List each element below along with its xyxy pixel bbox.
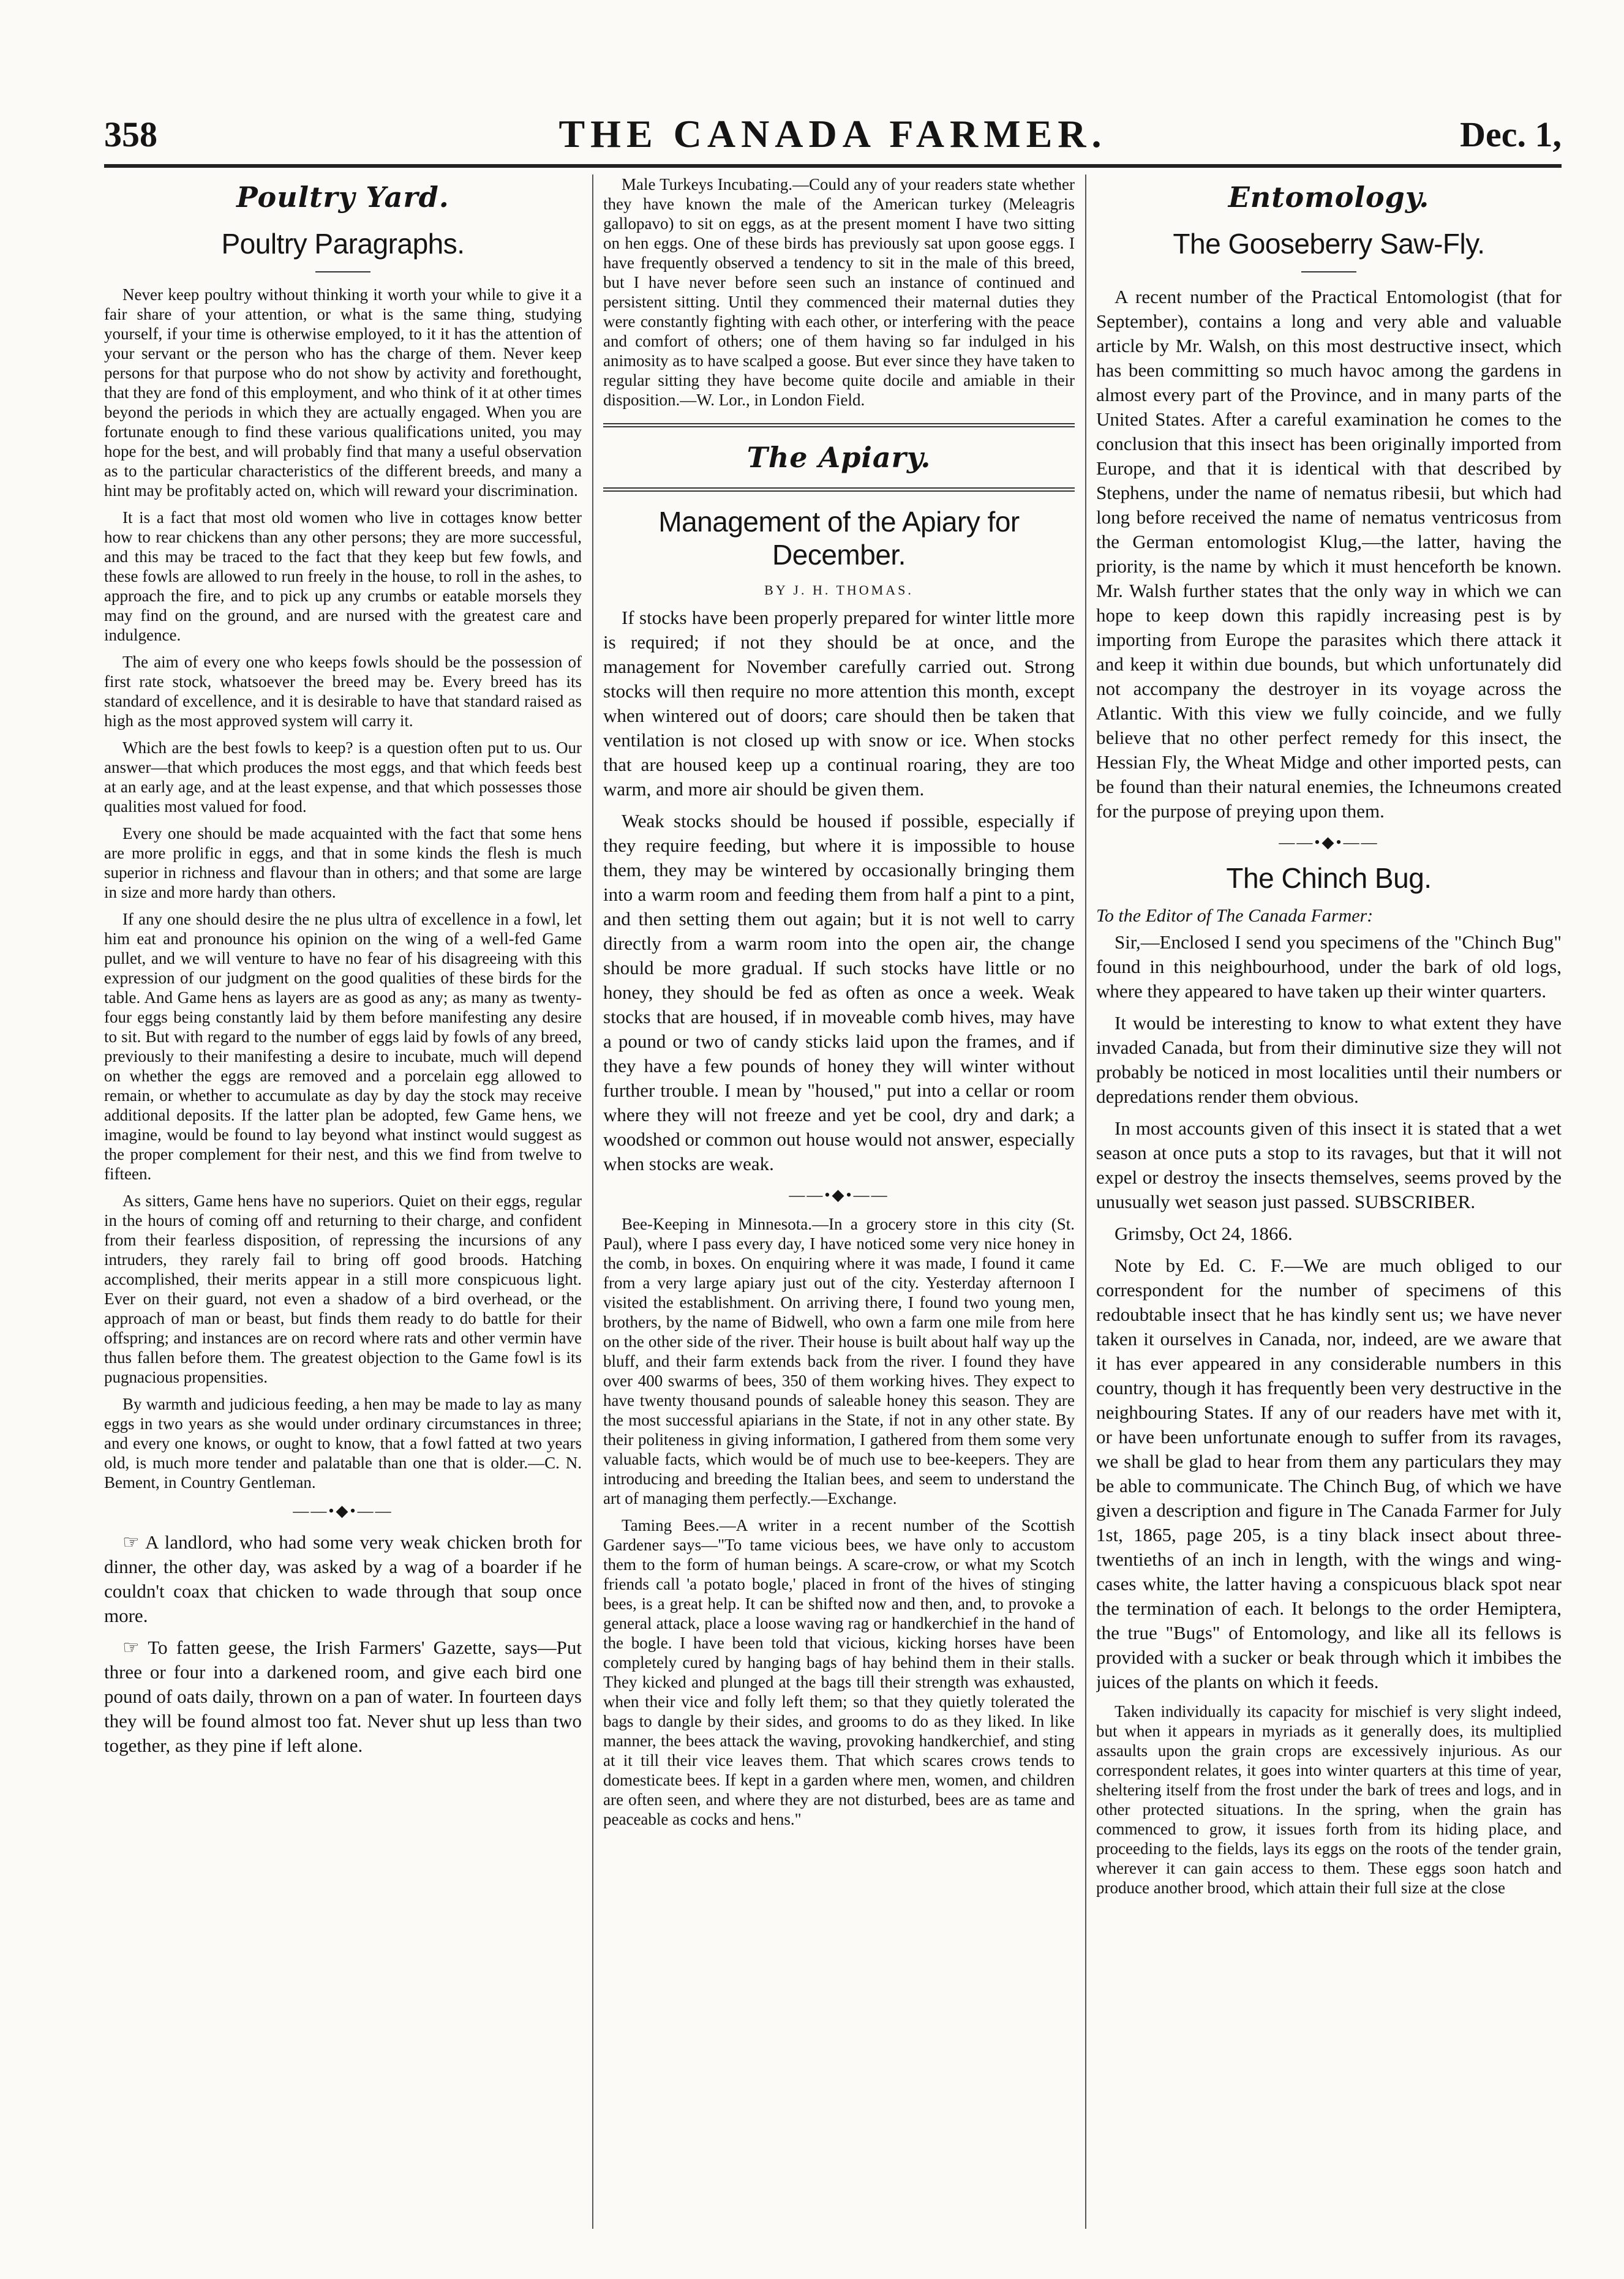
masthead bbox=[104, 109, 1562, 164]
ornament-divider: ——•◆•—— bbox=[293, 1502, 393, 1520]
paragraph: ☞ A landlord, who had some very weak chicken broth for dinner, the other day, was asked by a wag of a boarder if he couldn't coax that chicken to wade through that soup once more. bbox=[104, 1531, 582, 1626]
paragraph: A recent number of the Practical Entomologist (that for September), contains a long and very able and valuable article by Mr. Walsh, on this most destructive insect, which has been committing so much havoc among the gardens in almost every part of the Province, and in many parts of the United States. After a careful examination he comes to the conclusion that this insect has been originally imported from Europe, and that it is identical with that described by Stephens, under the name of nematus ribesii, but which had long before received the name of nematus ventricosus from the German entomologist Klug,—the latter, having the priority, is the name by which it must henceforth be known. Mr. Walsh further states that the only way in which we can hope to keep down this rapidly increasing pest is by importing from Europe the parasites which there attack it and keep it within due bounds, but which unfortunately did not accompany the destroyer in its voyage across the Atlantic. With this view we fully coincide, and we fully believe that no other perfect remedy for this insect, the Hessian Fly, the Wheat Midge and other imported pests, can be found than their natural enemies, the Ichneumons created for the purpose of preying upon them. bbox=[1096, 286, 1562, 822]
page-number: 358 bbox=[104, 115, 157, 154]
paragraph: In most accounts given of this insect it is stated that a wet season at once puts a stop to its ravages, but that it will not expel or destroy the insects themselves, seems proved by the unusually wet season just passed. SUBSCRIBER. bbox=[1096, 1117, 1562, 1212]
article-title: The Chinch Bug. bbox=[1226, 862, 1432, 894]
article-title: Poultry Paragraphs. bbox=[221, 228, 465, 260]
section-rule bbox=[603, 487, 1075, 492]
title-rule bbox=[315, 271, 370, 272]
paragraph: Sir,—Enclosed I send you specimens of the "Chinch Bug" found in this neighbourhood, under the bark of old logs, where they appeared to have taken up their winter quarters. bbox=[1096, 931, 1562, 1002]
dateline: Grimsby, Oct 24, 1866. bbox=[1115, 1223, 1293, 1244]
column-poultry bbox=[104, 175, 582, 2229]
paragraph: ☞ To fatten geese, the Irish Farmers' Gazette, says—Put three or four into a darkened room, and give each bird one pound of oats daily, thrown on a pan of water. In fourteen days they will be found almost too fat. Never shut up less than two together, as they pine if left alone. bbox=[104, 1637, 582, 1756]
paragraph: Taming Bees.—A writer in a recent number of the Scottish Gardener says—"To tame vicious bees, we have only to accustom them to the form of human beings. A scare-crow, or what my Scotch friends call 'a potato bogle,' placed in front of the hives of stinging bees, is a great help. It can be shifted now and then, and, to provoke a general attack, place a loose waving rag or handkerchief in the hand of the bogle. I have been told that vicious, kicking horses have been completely cured by hanging bags of hay behind them in their stalls. They kicked and plunged at the bags till their strength was exhausted, when their vice and folly left them; so that they quietly tolerated the bags to dangle by their sides, and grooms to do as they liked. In like manner, the bees attack the waving, provoking handkerchief, and sting at it till their vice leaves them. That which scares crows tends to domesticate bees. If kept in a garden where men, women, and children are often seen, and where they are not disturbed, bees are as tame and peaceable as cocks and hens." bbox=[603, 1516, 1075, 1828]
article-title: The Gooseberry Saw-Fly. bbox=[1173, 228, 1485, 260]
paragraph: Bee-Keeping in Minnesota.—In a grocery store in this city (St. Paul), where I pass every day, I have noticed some very nice honey in the comb, in boxes. On enquiring where it was made, I found it came from a very large apiary just out of the city. Yesterday afternoon I visited the establishment. On arriving there, I found two young men, brothers, by the name of Bidwell, who own a farm one mile from here on the other side of the river. Their house is built about half way up the bluff, and their farm extends back from the river. I found they have over 400 swarms of bees, 350 of them working hives. They expect to have twenty thousand pounds of saleable honey this season. They are the most successful apiarians in the State, if not in any other state. By their politeness in giving information, I gathered from them some very valuable facts, which would be of much use to bee-keepers. They are introducing and breeding the Italian bees, and seem to understand the art of managing them perfectly.—Exchange. bbox=[603, 1215, 1075, 1507]
paragraph: Never keep poultry without thinking it worth your while to give it a fair share of your attention, or what is the same thing, studying yourself, if your time is otherwise employed, to it it has the attention of your servant or the person who has the charge of them. Never keep persons for that purpose who do not show by activity and forethought, that they are fond of this employment, and who think of it at other times beyond the periods in which they are actually engaged. When you are fortunate enough to find these various qualifications united, you may hope for the best, and will probably find that many a useful observation as to the particular characteristics of the different breeds, and many a hint may be profitably acted on, which will reward your discrimination. bbox=[104, 285, 582, 500]
department-heading: Poultry Yard. bbox=[236, 181, 449, 214]
ornament-divider: ——•◆•—— bbox=[1279, 833, 1379, 851]
salutation: To the Editor of The Canada Farmer: bbox=[1096, 906, 1374, 926]
department-heading: The Apiary. bbox=[746, 441, 931, 474]
paragraph: It is a fact that most old women who live in cottages know better how to rear chickens than any other persons; they are more successful, and this may be traced to the fact that they keep but few fowls, and these fowls are allowed to run freely in the house, to roll in the ashes, to approach the fire, and to pick up any crumbs or eatable morsels they may find on the ground, and are nursed with the greatest care and indulgence. bbox=[104, 508, 582, 644]
paragraph: If any one should desire the ne plus ultra of excellence in a fowl, let him eat and pronounce his opinion on the wing of a well-fed Game pullet, and we will venture to have no fear of his disagreeing with this expression of our judgment on the good qualities of these birds for the table. And Game hens as layers are as good as any; as many as twenty-four eggs being constantly laid by them before manifesting any desire to sit. But with regard to the number of eggs laid by fowls of any breed, previously to their manifesting a desire to incubate, much will depend on whether the eggs are removed and a porcelain egg allowed to remain, or whether to accumulate as day by day the stock may receive additional deposits. If the latter plan be adopted, few Game hens, we imagine, would be found to lay beyond what instinct would suggest as the proper complement for their nest, and this we find from twelve to fifteen. bbox=[104, 910, 582, 1183]
section-rule bbox=[603, 423, 1075, 427]
issue-date: Dec. 1, bbox=[1460, 115, 1562, 154]
column-entomology bbox=[1096, 175, 1562, 2229]
ornament-divider: ——•◆•—— bbox=[789, 1186, 889, 1204]
byline: BY J. H. THOMAS. bbox=[764, 582, 914, 598]
paragraph: Male Turkeys Incubating.—Could any of your readers state whether they have known the male of the American turkey (Meleagris gallopavo) to sit on eggs, as at the present moment I have two sitting on hen eggs. One of these birds has previously sat upon goose eggs. I have frequently observed a tendency to sit in the male of this breed, but I have never before seen such an instance of continued and persistent sitting. Until they commenced their maternal duties they were constantly fighting with each other, or interfering with the peace and comfort of others; one of them having so far indulged in his animosity as to have scalped a goose. But ever since they have taken to regular sitting they have become quite docile and amiable in their disposition.—W. Lor., in London Field. bbox=[603, 175, 1075, 409]
paragraph: If stocks have been properly prepared for winter little more is required; if not they should be at once, and the management for November carefully carried out. Strong stocks will then require no more attention this month, except when wintered out of doors; care should then be taken that ventilation is not closed up with snow or ice. When stocks that are housed keep up a continual roaring, they are too warm, and more air should be given them. bbox=[603, 607, 1075, 800]
paragraph: Every one should be made acquainted with the fact that some hens are more prolific in eggs, and that in some kinds the flesh is much superior in richness and flavour than in others; and that some are large in size and more hardy than others. bbox=[104, 824, 582, 901]
header-rule bbox=[104, 164, 1562, 168]
column-apiary bbox=[603, 175, 1075, 2229]
paragraph: Taken individually its capacity for mischief is very slight indeed, but when it appears in myriads as it generally does, its multiplied assaults upon the grain crops are excessively injurious. As our correspondent relates, it goes into winter quarters at this time of year, sheltering itself from the frost under the bark of trees and logs, and in other protected situations. In the spring, when the grain has commenced to grow, it issues forth from its hiding place, and proceeding to the fields, lays its eggs on the roots of the tender grain, wherever it can gain access to them. These eggs soon hatch and produce another brood, which attain their full size at the close bbox=[1096, 1702, 1562, 1897]
paragraph: It would be interesting to know to what extent they have invaded Canada, but from their diminutive size they will not probably be noticed in most localities until their numbers or depredations render them obvious. bbox=[1096, 1012, 1562, 1107]
newspaper-title: THE CANADA FARMER. bbox=[558, 112, 1107, 156]
column-divider bbox=[1085, 175, 1086, 2229]
paragraph: The aim of every one who keeps fowls should be the possession of first rate stock, whatsoever the breed may be. Every breed has its standard of excellence, and it is desirable to have that standard raised as high as the most approved system will carry it. bbox=[104, 653, 582, 730]
paragraph: Which are the best fowls to keep? is a question often put to us. Our answer—that which produces the most eggs, and that which feeds best at an early age, and at the least expense, and that which possesses those qualities most valued for food. bbox=[104, 738, 582, 816]
paragraph: Weak stocks should be housed if possible, especially if they require feeding, but where it is impossible to house them, they may be wintered by occasionally bringing them into a warm room and feeding them from half a pint to a pint, and then setting them out again; but it is not well to carry directly from a warm room into the open air, the change should be more gradual. If such stocks have little or no honey, they should be fed as often as once a week. Weak stocks that are housed, if in moveable comb hives, may have a pound or two of candy sticks laid upon the frames, and if they have a few pounds of honey they will winter without further trouble. I mean by "housed," put into a cellar or room where they will not freeze and yet be cool, dry and dark; a woodshed or common out house would not answer, especially when stocks are weak. bbox=[603, 810, 1075, 1174]
title-rule bbox=[1301, 271, 1356, 272]
paragraph: As sitters, Game hens have no superiors. Quiet on their eggs, regular in the hours of coming off and returning to their charge, and confident from their fearless disposition, of repressing the incursions of any intruders, they rarely fail to bring off good broods. Hatching accomplished, their merits appear in a still more conspicuous light. Ever on their guard, not even a shadow of a bird overhead, or the approach of man or beast, but finds them ready to do battle for their offspring; and instances are on record where rats and other vermin have thus fallen before them. The greatest objection to the Game fowl is its pugnacious propensities. bbox=[104, 1192, 582, 1386]
paragraph: By warmth and judicious feeding, a hen may be made to lay as many eggs in two years as she would under ordinary circumstances in three; and every one knows, or ought to know, that a fowl fatted at two years old, is much more tender and palatable than one that is older.—C. N. Bement, in Country Gentleman. bbox=[104, 1395, 582, 1492]
column-divider bbox=[592, 175, 593, 2229]
article-title: Management of the Apiary for December. bbox=[658, 506, 1020, 571]
paragraph: Note by Ed. C. F.—We are much obliged to our correspondent for the number of specimens of this redoubtable insect that he has kindly sent us; we have never taken it ourselves in Canada, nor, indeed, are we aware that it has ever appeared in any considerable numbers in this country, though it has frequently been very destructive in the neighbouring States. If any of our readers have met with it, or have been unfortunate enough to suffer from its ravages, we shall be glad to hear from them any particulars they may be able to communicate. The Chinch Bug, of which we have given a description and figure in The Canada Farmer for July 1st, 1865, page 205, is a tiny black insect about three-twentieths of an inch in length, with the wings and wing-cases white, the latter having a conspicuous black spot near the termination of each. It belongs to the order Hemiptera, the true "Bugs" of Entomology, and like all its fellows is provided with a sucker or beak through which it imbibes the juices of the plants on which it feeds. bbox=[1096, 1255, 1562, 1692]
department-heading: Entomology. bbox=[1228, 181, 1430, 214]
